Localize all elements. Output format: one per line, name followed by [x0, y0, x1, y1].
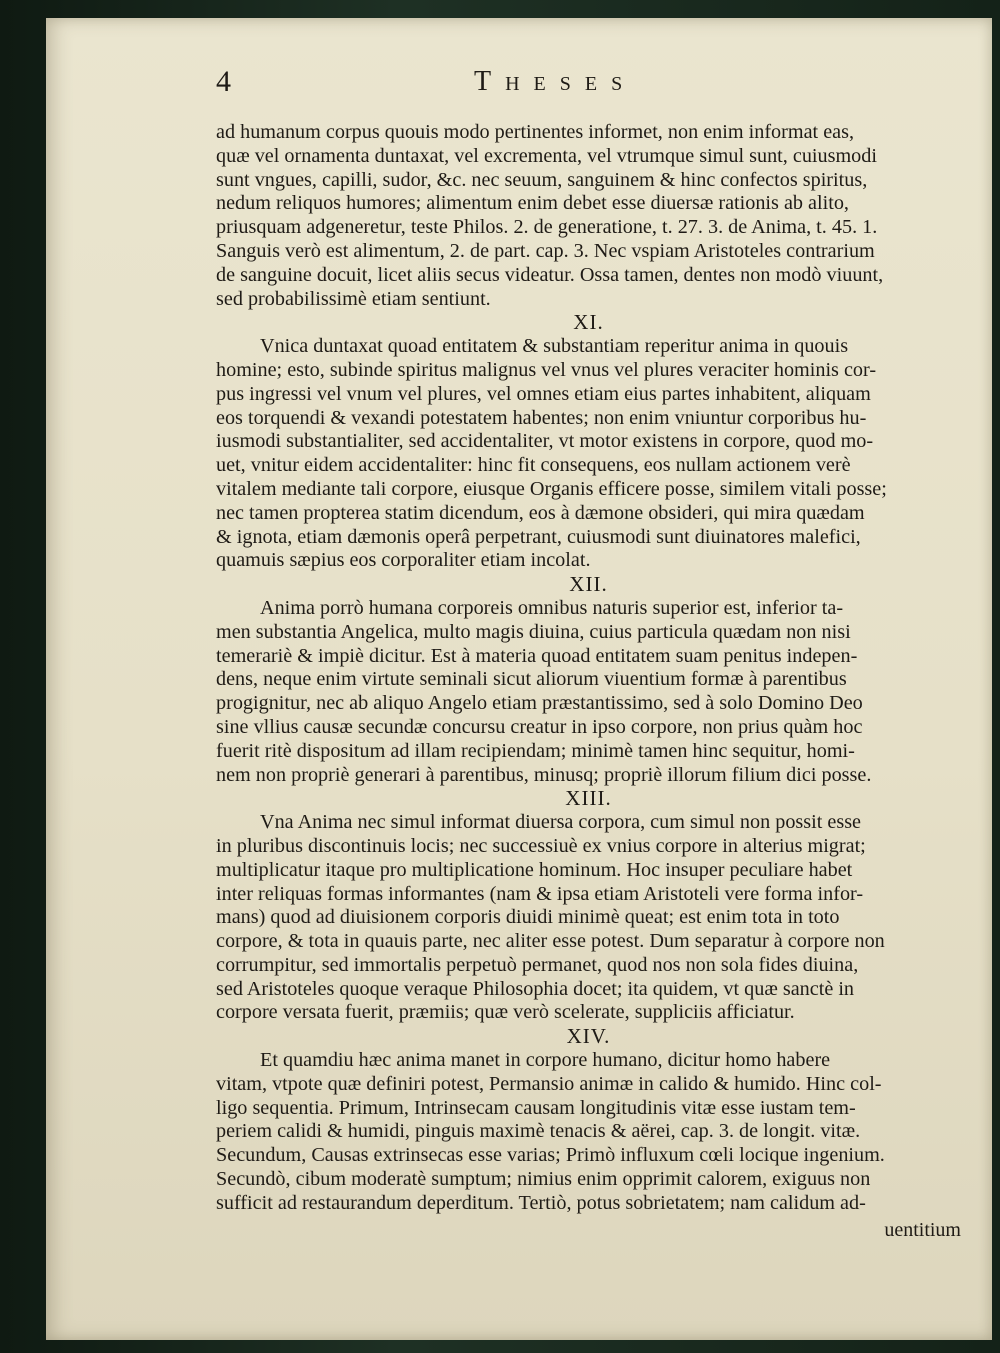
text-line: Secundò, cibum moderatè sumptum; nimius enim opprimit calorem, exiguus non — [216, 1168, 871, 1191]
text-line: homine; esto, subinde spiritus malignus vel vnus vel plures veraciter hominis cor- — [216, 358, 877, 381]
text-line: Anima porrò humana corporeis omnibus naturis superior est, inferior ta- — [260, 596, 844, 619]
text-line: quamuis sæpius eos corporaliter etiam incolat. — [216, 549, 591, 572]
thesis-xi — [216, 311, 961, 573]
text-line: corpore versata fuerit, præmiis; quæ verò scelerate, suppliciis afficiatur. — [216, 1001, 795, 1024]
section-heading: XI. — [573, 310, 604, 335]
page-number: 4 — [216, 65, 231, 98]
text-line: in pluribus discontinuis locis; nec successiuè ex vnius corpore in alterius migrat; — [216, 834, 866, 857]
text-line: vitalem mediante tali corpore, eiusque Organis efficere posse, similem vitali posse; — [216, 477, 887, 500]
text-line: eos torquendi & vexandi potestatem habentes; non enim vniuntur corporibus hu- — [216, 406, 867, 429]
text-line: periem calidi & humidi, pinguis maximè tenacis & aërei, cap. 3. de longit. vitæ. — [216, 1120, 861, 1143]
text-line: progignitur, nec ab aliquo Angelo etiam præstantissimo, sed à solo Domino Deo — [216, 692, 863, 715]
text-line: nec tamen propterea statim dicendum, eos à dæmone obsideri, qui mira quædam — [216, 501, 865, 524]
section-heading: XII. — [569, 572, 608, 597]
text-line: nem non propriè generari à parentibus, minusq; propriè illorum filium dici posse. — [216, 763, 872, 786]
text-line: ad humanum corpus quouis modo pertinentes informet, non enim informat eas, — [216, 121, 855, 143]
running-head — [216, 63, 961, 121]
text-line: priusquam adgeneretur, teste Philos. 2. de generatione, t. 27. 3. de Anima, t. 45. 1. — [216, 216, 878, 239]
text-line: Vnica duntaxat quoad entitatem & substantiam reperitur anima in quouis — [260, 335, 849, 358]
text-line: fuerit ritè dispositum ad illam recipiendam; minimè tamen hinc sequitur, homi- — [216, 739, 855, 762]
paragraph-continuation — [216, 121, 961, 311]
text-line: uet, vnitur eidem accidentaliter: hinc fit consequens, eos nullam actionem verè — [216, 454, 851, 477]
text-line: sed probabilissimè etiam sentiunt. — [216, 287, 491, 310]
thesis-xii — [216, 573, 961, 787]
text-line: de sanguine docuit, licet aliis secus videatur. Ossa tamen, dentes non modò viuunt, — [216, 263, 884, 286]
text-line: Secundum, Causas extrinsecas esse varias; Primò influxum cœli locique ingenium. — [216, 1144, 885, 1167]
text-line: pus ingressi vel vnum vel plures, vel omnes etiam eius partes inhabitent, aliquam — [216, 382, 871, 405]
text-line: & ignota, etiam dæmonis operâ perpetrant, cuiusmodi sunt diuinatores malefici, — [216, 525, 861, 548]
text-line: sufficit ad restaurandum deperditum. Tertiò, potus sobrietatem; nam calidum ad- — [216, 1191, 866, 1214]
text-line: Sanguis verò est alimentum, 2. de part. cap. 3. Nec vspiam Aristoteles contrarium — [216, 239, 875, 262]
text-line: inter reliquas formas informantes (nam & ipsa etiam Aristoteli vere forma infor- — [216, 882, 864, 905]
text-line: men substantia Angelica, multo magis diuina, cuius particula quædam non nisi — [216, 620, 851, 643]
text-line: corrumpitur, sed immortalis perpetuò permanet, quod nos non sola fides diuina, — [216, 953, 859, 976]
thesis-xiv — [216, 1025, 961, 1215]
text-line: temerariè & impiè dicitur. Est à materia quoad entitatem suam penitus indepen- — [216, 644, 858, 667]
text-line: corpore, & tota in quauis parte, nec aliter esse potest. Dum separatur à corpore non — [216, 930, 885, 953]
text-line: vitam, vtpote quæ definiri potest, Permansio animæ in calido & humido. Hinc col- — [216, 1072, 882, 1095]
text-line: nedum reliquos humores; alimentum enim debet esse diuersæ rationis ab alito, — [216, 192, 849, 215]
text-line: dens, neque enim virtute seminali sicut aliorum viuentium formæ à parentibus — [216, 668, 847, 691]
running-title: Theses — [474, 66, 637, 97]
text-line: iusmodi substantialiter, sed accidentaliter, vt motor existens in corpore, quod mo- — [216, 430, 874, 453]
book-page — [46, 18, 992, 1340]
text-line: Et quamdiu hæc anima manet in corpore humano, dicitur homo habere — [260, 1049, 831, 1072]
text-line: multiplicatur itaque pro multiplicatione hominum. Hoc insuper peculiare habet — [216, 858, 853, 881]
section-heading: XIV. — [566, 1024, 611, 1049]
text-line: sed Aristoteles quoque veraque Philosophia docet; ita quidem, vt quæ sanctè in — [216, 977, 855, 1000]
page-content — [216, 63, 961, 1242]
catchword: uentitium — [884, 1218, 961, 1241]
text-line: mans) quod ad diuisionem corporis diuidi minimè queat; est enim tota in toto — [216, 906, 840, 929]
thesis-xiii — [216, 787, 961, 1025]
text-line: sine vllius causæ secundæ concursu creatur in ipso corpore, non prius quàm hoc — [216, 715, 863, 738]
section-heading: XIII. — [565, 786, 612, 811]
text-line: Vna Anima nec simul informat diuersa corpora, cum simul non possit esse — [260, 811, 862, 834]
text-line: quæ vel ornamenta duntaxat, vel excrementa, vel vtrumque simul sunt, cuiusmodi — [216, 144, 877, 167]
text-line: ligo sequentia. Primum, Intrinsecam causam longitudinis vitæ esse iustam tem- — [216, 1096, 856, 1119]
text-line: sunt vngues, capilli, sudor, &c. nec seuum, sanguinem & hinc confectos spiritus, — [216, 168, 868, 191]
